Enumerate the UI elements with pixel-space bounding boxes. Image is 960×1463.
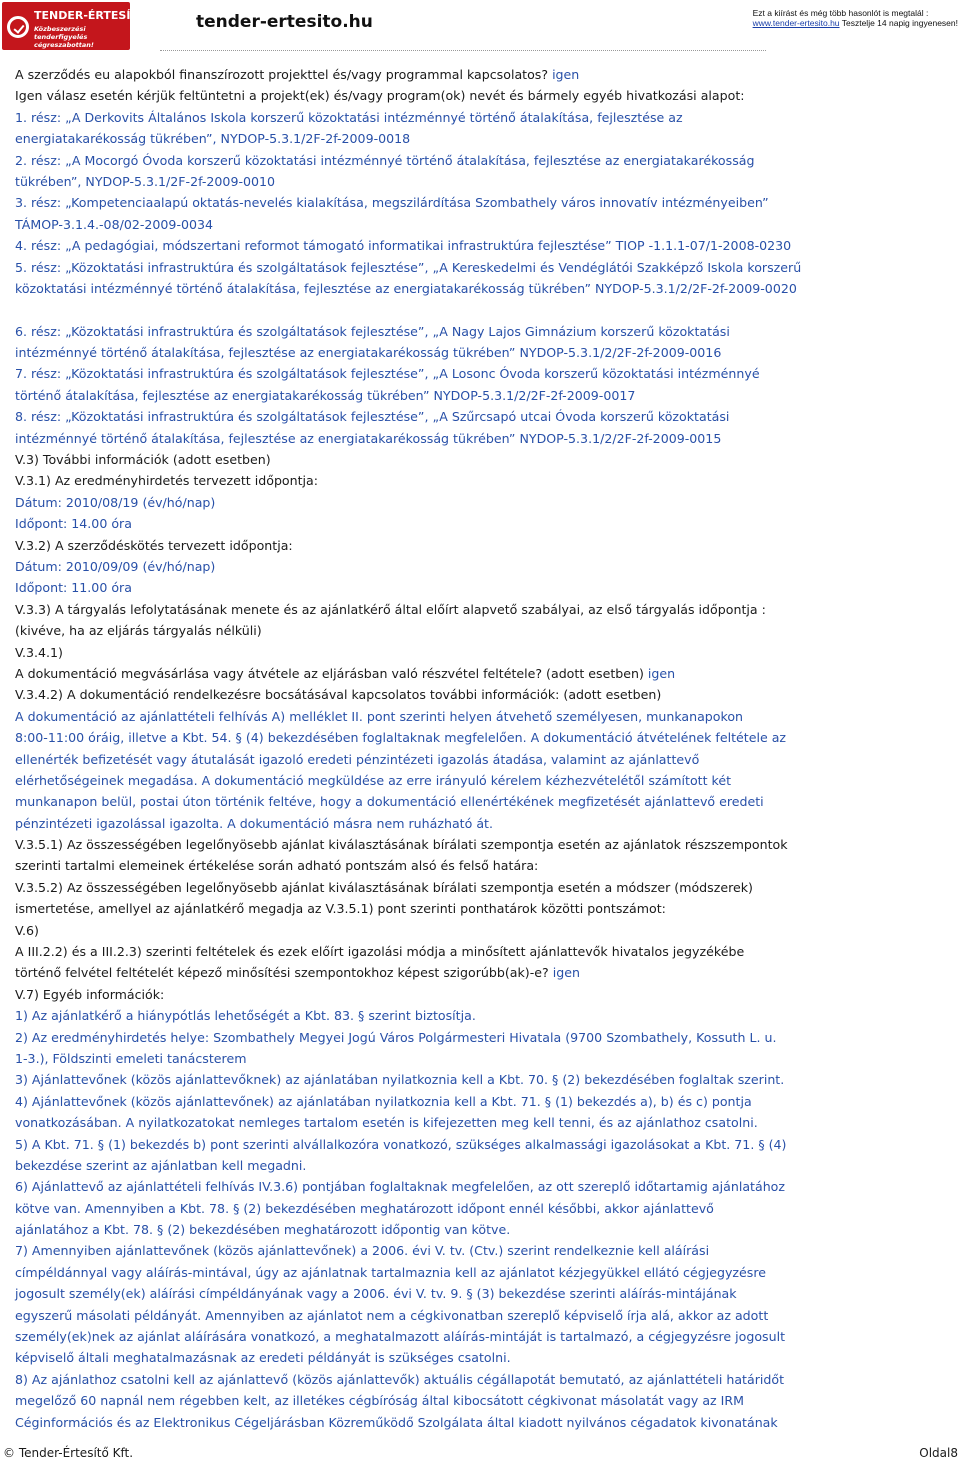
promo-line1: Ezt a kiírást és még több hasonlót is megtalál : [752, 8, 929, 18]
text-line: vonatkozásában. A nyilatkozatokat nemleges tartalom esetén is kifejezetten meg kell tenni, és az ajánlathoz csatolni. [15, 1115, 758, 1131]
text-line: V.3.3) A tárgyalás lefolytatásának menete és az ajánlatkérő által előírt alapvető szabályai, az első tárgyalás időpontja : [15, 601, 766, 617]
text-line: A szerződés eu alapokból finanszírozott projekttel és/vagy programmal kapcsolatos? igen [15, 67, 580, 82]
text-line: 4) Ajánlattevőnek (közös ajánlattevőnek) az ajánlatában nyilatkoznia kell a Kbt. 71. § (1) bekezdés a), b) és c) pontja [15, 1093, 752, 1109]
logo-subtitle: Közbeszerzési tenderfigyelés cégreszabottan! [34, 25, 94, 49]
text-line: Dátum: 2010/08/19 (év/hó/nap) [15, 494, 216, 510]
text-line: ismertetése, amellyel az ajánlatkérő megadja az V.3.5.1) pont szerinti ponthatárok közötti pontszámot: [15, 901, 666, 917]
text-line: elérhetőségeinek megadása. A dokumentáció megküldése az erre irányuló kérelem kézhezvételétől számított két [15, 772, 732, 788]
promo-line2: Tesztelje 14 napig ingyenesen! [839, 18, 958, 28]
text-line: 1) Az ajánlatkérő a hiánypótlás lehetőségét a Kbt. 83. § szerint biztosítja. [15, 1008, 476, 1024]
text-line: 1. rész: „A Derkovits Általános Iskola korszerű közoktatási intézménnyé történő átalakítása, fejlesztése az [15, 109, 683, 125]
promo-text [753, 8, 958, 28]
text-line: 4. rész: „A pedagógiai, módszertani reformot támogató informatikai infrastruktúra fejlesztése” TIOP -1.1.1-07/1-2008-0230 [15, 238, 792, 254]
text-line: Időpont: 11.00 óra [15, 580, 132, 596]
text-line: 2. rész: „A Mocorgó Óvoda korszerű közoktatási intézménnyé történő átalakítása, fejlesztése az energiatakarékosság [15, 152, 755, 168]
text-line: V.6) [15, 922, 39, 938]
text-line: 8. rész: „Közoktatási infrastruktúra és szolgáltatások fejlesztése”, „A Szűrcsapó utcai Óvoda korszerű közoktatási [15, 409, 730, 425]
text-line: 3. rész: „Kompetenciaalapú oktatás-nevelés kialakítása, megszilárdítása Szombathely város innovatív intézményeiben” [15, 195, 769, 211]
text-line: intézménnyé történő átalakítása, fejlesztése az energiatakarékosság tükrében” NYDOP-5.3.1/2/2F-2f-2009-0016 [15, 345, 722, 361]
text-line: tükrében”, NYDOP-5.3.1/2F-2f-2009-0010 [15, 173, 276, 189]
checkmark-icon [7, 16, 29, 38]
text-line: TÁMOP-3.1.4.-08/02-2009-0034 [15, 216, 214, 232]
blank-line [15, 299, 815, 320]
text-line: Céginformációs és az Elektronikus Cégeljárásban Közreműködő Szolgálata által kiadott nyilvános cégadatok kivonatának [15, 1414, 778, 1430]
text-line: V.3.5.1) Az összességében legelőnyösebb ajánlat kiválasztásának bírálati szempontja esetén az ajánlatok részszempontok [15, 837, 788, 853]
document-body [15, 64, 815, 1433]
text-line: munkanapon belül, postai úton történik feltéve, hogy a dokumentáció ellenértékének megfizetését ajánlattevő eredeti [15, 794, 764, 810]
section-heading: V.3) További információk (adott esetben) [15, 452, 271, 468]
text-line: V.3.4.1) [15, 644, 63, 660]
logo-title: TENDER-ÉRTESÍTŐ.hu [34, 9, 168, 22]
text-line: jogosult személy(ek) aláírási címpéldányának vagy a 2006. évi V. tv. 9. § (3) bekezdése szerinti aláírás-mintájának [15, 1286, 737, 1302]
text-line: történő felvétel feltételét képező minősítési szempontokhoz képest szigorúbb(ak)-e? igen [15, 965, 580, 981]
site-name: tender-ertesito.hu [196, 12, 373, 32]
text-line: történő átalakítása, fejlesztése az energiatakarékosság tükrében” NYDOP-5.3.1/2/2F-2f-2009-0017 [15, 387, 636, 403]
text-line: 1-3.), Földszinti emeleti tanácsterem [15, 1050, 247, 1066]
text-line: V.3.2) A szerződéskötés tervezett időpontja: [15, 537, 293, 553]
page-header [0, 0, 960, 52]
brand-logo[interactable] [2, 2, 168, 50]
text-line: Igen válasz esetén kérjük feltüntetni a projekt(ek) és/vagy program(ok) nevét és bármely egyéb hivatkozási alapot: [15, 88, 745, 104]
text-line: V.3.5.2) Az összességében legelőnyösebb ajánlat kiválasztásának bírálati szempontja esetén a módszer (módszerek) [15, 879, 753, 895]
text-line: A dokumentáció megvásárlása vagy átvétele az eljárásban való részvétel feltétele? (adott esetben) igen [15, 665, 676, 681]
text-line: A III.2.2) és a III.2.3) szerinti feltételek és ezek előírt igazolási módja a minősített ajánlattevők hivatalos jegyzékébe [15, 944, 745, 960]
text-line: 8) Az ajánlathoz csatolni kell az ajánlattevő (közös ajánlattevők) aktuális cégállapotát bemutató, az ajánlattételi határidőt [15, 1371, 785, 1387]
page-number: Oldal8 [919, 1446, 958, 1460]
text-line: 5) A Kbt. 71. § (1) bekezdés b) pont szerinti alvállalkozóra vonatkozó, szükséges alkalmassági igazolásokat a Kbt. 71. § (4) [15, 1136, 787, 1152]
text-line: közoktatási intézménnyé történő átalakítása, fejlesztése az energiatakarékosság tükrében” NYDOP-5.3.1/2/2F-2f-2009-0020 [15, 280, 797, 296]
text-line: (kivéve, ha az eljárás tárgyalás nélküli) [15, 623, 262, 639]
text-line: V.7) Egyéb információk: [15, 986, 165, 1002]
text-line: címpéldánnyal vagy aláírás-mintával, úgy az ajánlatnak tartalmaznia kell az ajánlatot kézjegyükkel ellátó cégjegyzésre [15, 1264, 766, 1280]
text-line: pénzintézeti igazolással igazolta. A dokumentáció másra nem ruházható át. [15, 815, 493, 831]
text-line: V.3.4.2) A dokumentáció rendelkezésre bocsátásával kapcsolatos további információk: (adott esetben) [15, 687, 662, 703]
text-line: képviselő általi meghatalmazásnak az eredeti példányát is szükséges csatolni. [15, 1350, 511, 1366]
footer-copyright: © Tender-Értesítő Kft. [3, 1446, 134, 1460]
text-line: intézménnyé történő átalakítása, fejlesztése az energiatakarékosság tükrében” NYDOP-5.3.1/2/2F-2f-2009-0015 [15, 430, 722, 446]
text-line: 8:00-11:00 óráig, illetve a Kbt. 54. § (4) bekezdésében foglaltaknak megfelelően. A dokumentáció átvételének feltétele az [15, 730, 787, 746]
text-line: 6. rész: „Közoktatási infrastruktúra és szolgáltatások fejlesztése”, „A Nagy Lajos Gimnázium korszerű közoktatási [15, 323, 730, 339]
text-line: kötve van. Amennyiben a Kbt. 78. § (2) bekezdésében meghatározott időpont ennél későbbi, akkor ajánlattevő [15, 1200, 714, 1216]
text-line: Időpont: 14.00 óra [15, 516, 132, 532]
text-line: ajánlatához a Kbt. 78. § (2) bekezdésében meghatározott időpontig van kötve. [15, 1222, 511, 1238]
header-divider [160, 50, 766, 51]
text-line: A dokumentáció az ajánlattételi felhívás A) melléklet II. pont szerinti helyen átvehető személyesen, munkanapokon [15, 708, 744, 724]
text-line: 5. rész: „Közoktatási infrastruktúra és szolgáltatások fejlesztése”, „A Kereskedelmi és Vendéglátói Szakképző Iskola korszerű [15, 259, 802, 275]
text-line: egyszerű másolati példányát. Amennyiben az ajánlatot nem a cégkivonatban szereplő képviselő írja alá, akkor az adott [15, 1307, 769, 1323]
text-line: személy(ek)nek az ajánlat aláírására vonatkozó, a meghatalmazott aláírás-mintáját is tartalmazó, a cégjegyzésre jogosult [15, 1329, 786, 1345]
text-line: megelőző 60 napnál nem régebben kelt, az illetékes cégbíróság által kibocsátott cégkivonat másolatát vagy az IRM [15, 1393, 745, 1409]
text-line: 7. rész: „Közoktatási infrastruktúra és szolgáltatások fejlesztése”, „A Losonc Óvoda korszerű közoktatási intézménnyé [15, 366, 760, 382]
text-line: 7) Amennyiben ajánlattevőnek (közös ajánlattevőnek) a 2006. évi V. tv. (Ctv.) szerint rendelkeznie kell aláírási [15, 1243, 710, 1259]
text-line: 3) Ajánlattevőnek (közös ajánlattevőknek) az ajánlatában nyilatkoznia kell a Kbt. 70. § (2) bekezdésében foglaltak szerint. [15, 1072, 785, 1088]
text-line: bekezdése szerint az ajánlatban kell megadni. [15, 1157, 307, 1173]
text-line: szerinti tartalmi elemeinek értékelése során adható pontszám alsó és felső határa: [15, 858, 539, 874]
text-line: V.3.1) Az eredményhirdetés tervezett időpontja: [15, 473, 319, 489]
text-line: Dátum: 2010/09/09 (év/hó/nap) [15, 558, 216, 574]
promo-link[interactable]: www.tender-ertesito.hu [752, 18, 840, 28]
text-line: ellenérték befizetését vagy átutalását igazoló eredeti pénzintézeti igazolás átadása, valamint az ajánlattevő [15, 751, 700, 767]
text-line: 6) Ajánlattevő az ajánlattételi felhívás IV.3.6) pontjában foglaltaknak megfelelően, az ott szereplő időtartamig ajánlatához [15, 1179, 785, 1195]
text-line: energiatakarékosság tükrében”, NYDOP-5.3.1/2F-2f-2009-0018 [15, 131, 411, 147]
text-line: 2) Az eredményhirdetés helye: Szombathely Megyei Jogú Város Polgármesteri Hivatala (9700 Szombathely, Kossuth L. u. [15, 1029, 777, 1045]
page-footer [0, 1446, 960, 1463]
